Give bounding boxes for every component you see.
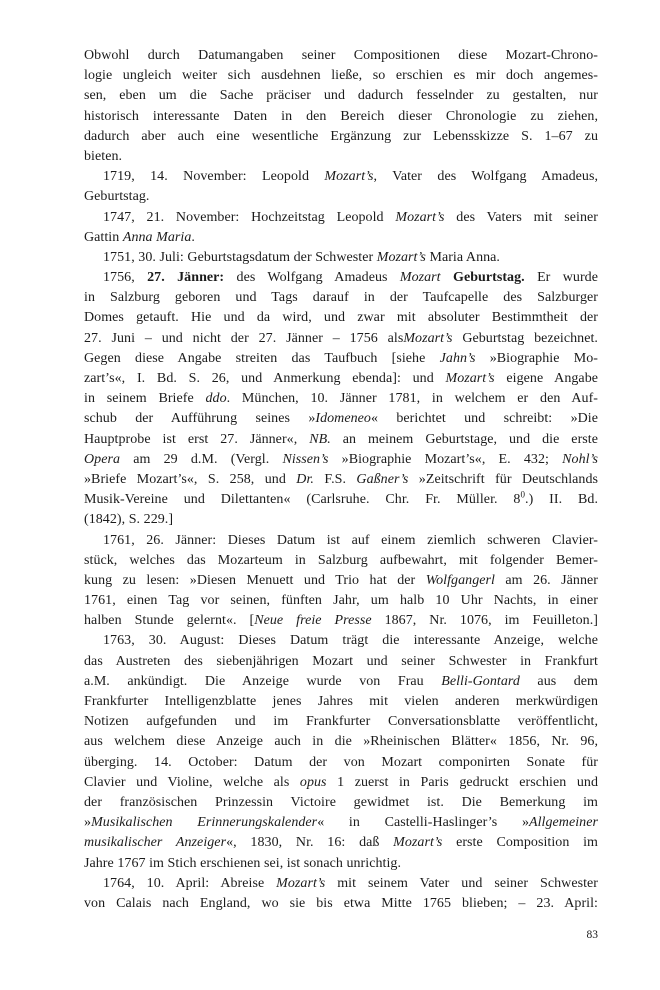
text-line — [84, 187, 598, 207]
text-run: 1763, 30. August: Dieses Datum trägt die interessante Anzeige, welche — [103, 633, 598, 649]
text-line — [84, 167, 598, 187]
text-line — [84, 874, 598, 894]
text-line — [84, 228, 598, 248]
text-run: NB. — [309, 431, 331, 447]
text-line — [84, 248, 598, 268]
text-run: Dr. — [296, 471, 314, 487]
text-run: Hauptprobe ist erst 27. Jänner«, — [84, 431, 310, 447]
text-run: am 26. Jänner — [494, 572, 598, 588]
text-line — [84, 510, 598, 530]
text-run: Jahre 1767 im Stich erschienen sei, ist sonach unrichtig. — [84, 855, 402, 871]
text-line — [84, 349, 598, 369]
text-run: .) II. Bd. — [525, 492, 598, 508]
text-run: am 29 d.M. (Vergl. — [120, 451, 283, 467]
text-run: erste Composition im — [442, 835, 598, 851]
text-line — [84, 66, 598, 86]
text-line — [84, 46, 598, 66]
text-run: «, 1830, Nr. 16: daß — [226, 835, 394, 851]
text-run: sen, eben um die Sache präciser und dadurch fesselnder zu gestalten, nur — [84, 88, 598, 104]
text-run: Musikalischen Erinnerungskalender — [91, 815, 318, 831]
text-line — [84, 409, 598, 429]
text-line — [84, 86, 598, 106]
text-run: « berichtet und schreibt: »Die — [370, 411, 598, 427]
text-run: 1761, einen Tag vor seinen, fünften Jahr, um halb 10 Uhr Nachts, in einer — [84, 593, 598, 609]
text-run: schub der Aufführung seines » — [84, 411, 316, 427]
text-line — [84, 773, 598, 793]
text-run: »Biographie Mo- — [475, 350, 598, 366]
text-run: überging. 14. October: Datum der von Mozart componirten Sonate für — [84, 754, 598, 770]
text-line — [84, 833, 598, 853]
text-run: . — [191, 229, 195, 245]
text-run: stück, welches das Mozarteum in Salzburg aufbewahrt, mit folgender Bemer- — [84, 552, 598, 568]
text-run: Maria Anna. — [425, 249, 500, 265]
text-line — [84, 389, 598, 409]
text-run: halben Stunde gelernt«. [ — [84, 613, 255, 629]
text-line — [84, 369, 598, 389]
text-run: 1867, Nr. 1076, im Feuilleton.] — [371, 613, 598, 629]
text-run: zart’s«, I. Bd. S. 26, und Anmerkung ebenda]: und — [84, 371, 446, 386]
text-line — [84, 308, 598, 328]
text-line — [84, 531, 598, 551]
text-run: 27. Juni – und nicht der 27. Jänner – 1756 als — [84, 330, 404, 346]
text-run: »Biographie Mozart’s«, E. 432; — [328, 451, 563, 467]
text-run: »Zeitschrift für Deutschlands — [408, 471, 598, 487]
text-line — [84, 591, 598, 611]
text-run: Er wurde — [524, 270, 598, 286]
text-run: logie ungleich weiter sich ausdehnen ließe, so erschien es mir doch angemes- — [84, 68, 598, 84]
text-line — [84, 450, 598, 470]
text-run: a.M. ankündigt. Die Anzeige wurde von Frau — [84, 673, 442, 689]
text-line — [84, 692, 598, 712]
text-line — [84, 490, 598, 510]
text-run: Wolfgangerl — [425, 572, 495, 588]
text-run: Jahn’s — [439, 350, 476, 366]
text-line — [84, 672, 598, 692]
text-run: 1751, 30. Juli: Geburtstagsdatum der Schwester — [103, 249, 377, 265]
text-run: der französischen Prinzessin Victoire gewidmet ist. Die Bemerkung im — [84, 794, 598, 810]
text-run: Geburtstag. — [84, 189, 150, 205]
text-run: Obwohl durch Datumangaben seiner Compositionen diese Mozart-Chrono- — [84, 48, 598, 63]
text-run: 1 zuerst in Paris gedruckt erschien und — [326, 774, 598, 790]
text-line — [84, 268, 598, 288]
text-run: in Salzburg geboren und Tags darauf in der Taufcapelle des Salzburger — [84, 290, 598, 306]
text-run: mit seinem Vater und seiner Schwester — [325, 875, 598, 891]
text-run: Belli-Gontard — [441, 673, 520, 689]
text-run: F.S. — [313, 471, 357, 487]
text-run: « in Castelli-Haslinger’s » — [317, 815, 530, 831]
text-run: Mozart — [399, 270, 441, 286]
text-run: Mozart’s — [395, 209, 445, 225]
text-line — [84, 430, 598, 450]
text-run: Gaßner’s — [356, 471, 409, 487]
text-run: ddo — [205, 391, 227, 407]
text-run: Mozart’s — [393, 835, 443, 851]
text-line — [84, 611, 598, 631]
text-line — [84, 329, 598, 349]
text-line — [84, 894, 598, 914]
text-run: musikalischer Anzeiger — [84, 835, 227, 851]
text-run: an meinem Geburtstage, und die erste — [330, 431, 598, 447]
text-run: (1842), S. 229.] — [84, 512, 174, 528]
text-run: Mozart’s — [324, 169, 374, 185]
text-run: Allgemeiner — [529, 815, 598, 831]
text-run: aus dem — [519, 673, 598, 689]
text-run: Mozart’s — [445, 371, 495, 386]
text-run: des Vaters mit seiner — [444, 209, 598, 225]
text-run: aus welchem diese Anzeige auch in die »Rheinischen Blätter« 1856, Nr. 96, — [84, 734, 598, 750]
text-run: bieten. — [84, 148, 123, 164]
text-run: historisch interessante Daten in den Bereich dieser Chronologie zu ziehen, — [84, 108, 598, 124]
text-run: das Austreten des siebenjährigen Mozart und seiner Schwester in Frankfurt — [84, 653, 598, 669]
text-line — [84, 732, 598, 752]
text-line — [84, 753, 598, 773]
text-line — [84, 551, 598, 571]
text-line — [84, 712, 598, 732]
text-run: Mozart’s — [376, 249, 426, 265]
text-run: Domes getauft. Hie und da wird, und zwar mit absoluter Bestimmtheit der — [84, 310, 598, 326]
text-run: 0 — [520, 489, 526, 500]
text-run: Notizen aufgefunden und im Frankfurter Conversationsblatte veröffentlicht, — [84, 714, 598, 730]
text-line — [84, 631, 598, 651]
text-run: dadurch aber auch eine wesentliche Ergänzung zur Lebensskizze S. 1–67 zu — [84, 128, 598, 144]
text-run: kung zu lesen: »Diesen Menuett und Trio hat der — [84, 572, 426, 588]
text-run: Nissen’s — [282, 451, 329, 467]
text-line — [84, 813, 598, 833]
text-run: 1756, — [103, 270, 148, 286]
text-line — [84, 793, 598, 813]
text-run: , Vater des Wolfgang Amadeus, — [373, 169, 598, 185]
text-line — [84, 147, 598, 167]
text-run: in seinem Briefe — [84, 391, 206, 407]
text-line — [84, 288, 598, 308]
text-run: des Wolfgang Amadeus — [224, 270, 400, 286]
text-line — [84, 652, 598, 672]
text-run: 1764, 10. April: Abreise — [103, 875, 277, 891]
text-run: Nohl’s — [562, 451, 598, 467]
text-run — [441, 270, 453, 285]
text-run: Gattin — [84, 229, 123, 245]
text-run: Anna Maria — [122, 229, 192, 245]
text-line — [84, 571, 598, 591]
text-run: Geburtstag. — [453, 270, 525, 286]
text-run: » — [84, 815, 92, 831]
text-run: »Briefe Mozart’s«, S. 258, und — [84, 471, 297, 487]
text-line — [84, 127, 598, 147]
text-run: Idomeneo — [315, 411, 371, 427]
text-run: Clavier und Violine, welche als — [84, 774, 300, 790]
text-run: Frankfurter Intelligenzblatte jenes Jahres mit vielen anderen merkwürdigen — [84, 694, 598, 709]
text-line — [84, 854, 598, 874]
text-line — [84, 107, 598, 127]
text-run: Mozart’s — [276, 875, 326, 891]
text-run: eigene Angabe — [494, 371, 599, 386]
text-run: 1761, 26. Jänner: Dieses Datum ist auf einem ziemlich schweren Clavier- — [103, 532, 598, 548]
text-run: . München, 10. Jänner 1781, in welchem er den Auf- — [226, 391, 598, 407]
page-text-block — [84, 46, 598, 914]
page-number: 83 — [586, 929, 598, 941]
text-line — [84, 208, 598, 228]
text-run: Geburtstag bezeichnet. — [452, 330, 598, 346]
text-run: von Calais nach England, wo sie bis etwa Mitte 1765 blieben; – 23. April: — [84, 895, 598, 911]
text-run: opus — [299, 774, 327, 790]
text-run: 1719, 14. November: Leopold — [103, 169, 325, 185]
text-run: Gegen diese Angabe streiten das Taufbuch [siehe — [84, 350, 440, 366]
text-run: Neue freie Presse — [254, 613, 372, 629]
text-run: 1747, 21. November: Hochzeitstag Leopold — [103, 209, 396, 225]
text-run: 27. Jänner: — [147, 270, 225, 286]
text-run: Opera — [84, 451, 121, 467]
text-line — [84, 470, 598, 490]
text-run: Mozart’s — [403, 330, 453, 346]
text-run: Musik-Vereine und Dilettanten« (Carlsruhe. Chr. Fr. Müller. 8 — [84, 492, 521, 508]
